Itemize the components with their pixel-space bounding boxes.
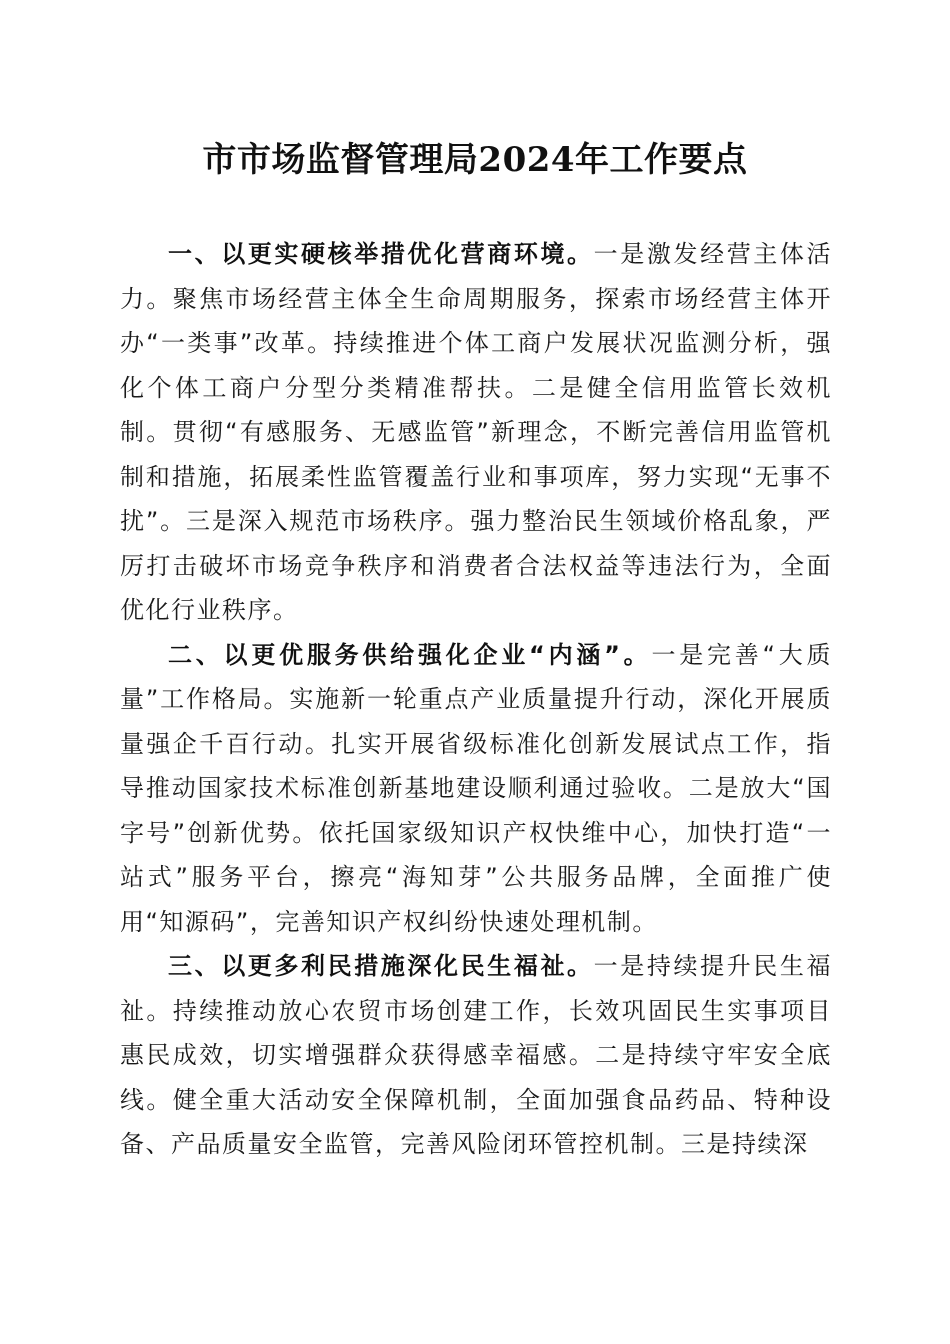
paragraph-3-text: 一是持续提升民生福祉。持续推动放心农贸市场创建工作，长效巩固民生实事项目惠民成效，切实增强群众获得感幸福感。二是持续守牢安全底线。健全重大活动安全保障机制，全面加强食品药品、特种设备、产品质量安全监管，完善风险闭环管控机制。三是持续深 <box>120 952 833 1158</box>
paragraph-1-text: 一是激发经营主体活力。聚焦市场经营主体全生命周期服务，探索市场经营主体开办“一类事”改革。持续推进个体工商户发展状况监测分析，强化个体工商户分型分类精准帮扶。二是健全信用监管长效机制。贯彻“有感服务、无感监管”新理念，不断完善信用监管机制和措施，拓展柔性监管覆盖行业和事项库，努力实现“无事不扰”。三是深入规范市场秩序。强力整治民生领域价格乱象，严厉打击破坏市场竞争秩序和消费者合法权益等违法行为，全面优化行业秩序。 <box>120 240 833 624</box>
paragraph-3-heading: 三、以更多利民措施深化民生福祉。 <box>168 952 594 980</box>
document-body <box>120 232 832 1167</box>
paragraph-3 <box>120 944 832 1167</box>
paragraph-2-text: 一是完善“大质量”工作格局。实施新一轮重点产业质量提升行动，深化开展质量强企千百行动。扎实开展省级标准化创新发展试点工作，指导推动国家技术标准创新基地建设顺利通过验收。二是放大“国字号”创新优势。依托国家级知识产权快维中心，加快打造“一站式”服务平台，擦亮“海知芽”公共服务品牌，全面推广使用“知源码”，完善知识产权纠纷快速处理机制。 <box>120 640 832 936</box>
paragraph-2 <box>120 633 832 945</box>
document-title: 市市场监督管理局2024年工作要点 <box>202 140 748 180</box>
paragraph-1-heading: 一、以更实硬核举措优化营商环境。 <box>168 240 594 268</box>
paragraph-1 <box>120 232 832 633</box>
paragraph-2-heading: 二、以更优服务供给强化企业“内涵”。 <box>168 640 652 669</box>
